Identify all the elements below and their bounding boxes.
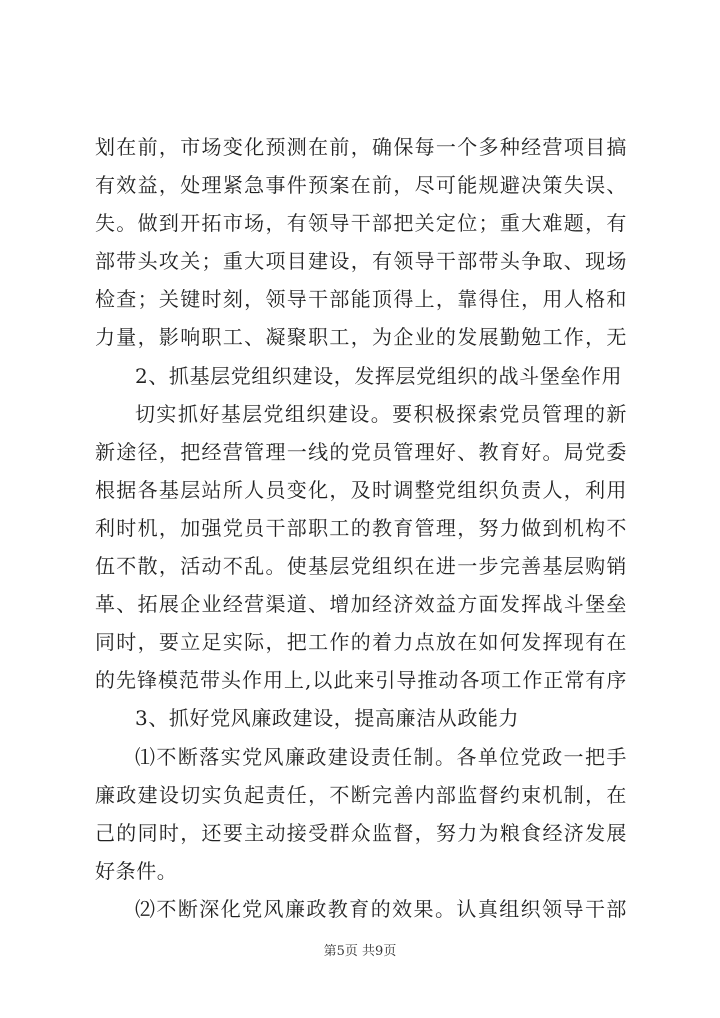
text-line: 部带头攻关；重大项目建设，有领导干部带头争取、现场 — [95, 249, 627, 274]
text-line: 廉政建设切实负起责任，不断完善内部监督约束机制，在 — [95, 782, 627, 807]
page-footer: 第5页 共9页 — [323, 944, 397, 959]
text-line: ⑴不断落实党风廉政建设责任制。各单位党政一把手 — [135, 744, 627, 769]
text-line: 力量，影响职工、凝聚职工，为企业的发展勤勉工作，无 — [95, 325, 627, 350]
text-line: 根据各基层站所人员变化，及时调整党组织负责人，利用 — [95, 477, 627, 502]
text-line: 的先锋模范带头作用上,以此来引导推动各项工作正常有序 — [95, 668, 627, 693]
text-line: ⑵不断深化党风廉政教育的效果。认真组织领导干部 — [135, 896, 627, 921]
text-line: 失。做到开拓市场，有领导干部把关定位；重大难题，有 — [95, 211, 627, 236]
text-line: 2、抓基层党组织建设，发挥层党组织的战斗堡垒作用 — [135, 363, 623, 388]
text-line: 己的同时，还要主动接受群众监督，努力为粮食经济发展 — [95, 820, 627, 845]
text-line: 检查；关键时刻，领导干部能顶得上，靠得住，用人格和 — [95, 287, 627, 312]
text-line: 革、拓展企业经营渠道、增加经济效益方面发挥战斗堡垒 — [95, 592, 627, 617]
text-line: 切实抓好基层党组织建设。要积极探索党员管理的新 — [135, 401, 627, 426]
text-line: 利时机，加强党员干部职工的教育管理，努力做到机构不 — [95, 515, 627, 540]
text-line: 3、抓好党风廉政建设，提高廉洁从政能力 — [135, 706, 520, 731]
text-line: 新途径，把经营管理一线的党员管理好、教育好。局党委 — [95, 439, 627, 464]
document-body — [95, 128, 627, 928]
text-line: 同时，要立足实际，把工作的着力点放在如何发挥现有在 — [95, 630, 627, 655]
text-line: 伍不散，活动不乱。使基层党组织在进一步完善基层购销 — [95, 554, 627, 579]
text-line: 有效益，处理紧急事件预案在前，尽可能规避决策失误、 — [95, 173, 627, 198]
text-line: 好条件。 — [95, 858, 178, 883]
text-line: 划在前，市场变化预测在前，确保每一个多种经营项目搞 — [95, 135, 627, 159]
